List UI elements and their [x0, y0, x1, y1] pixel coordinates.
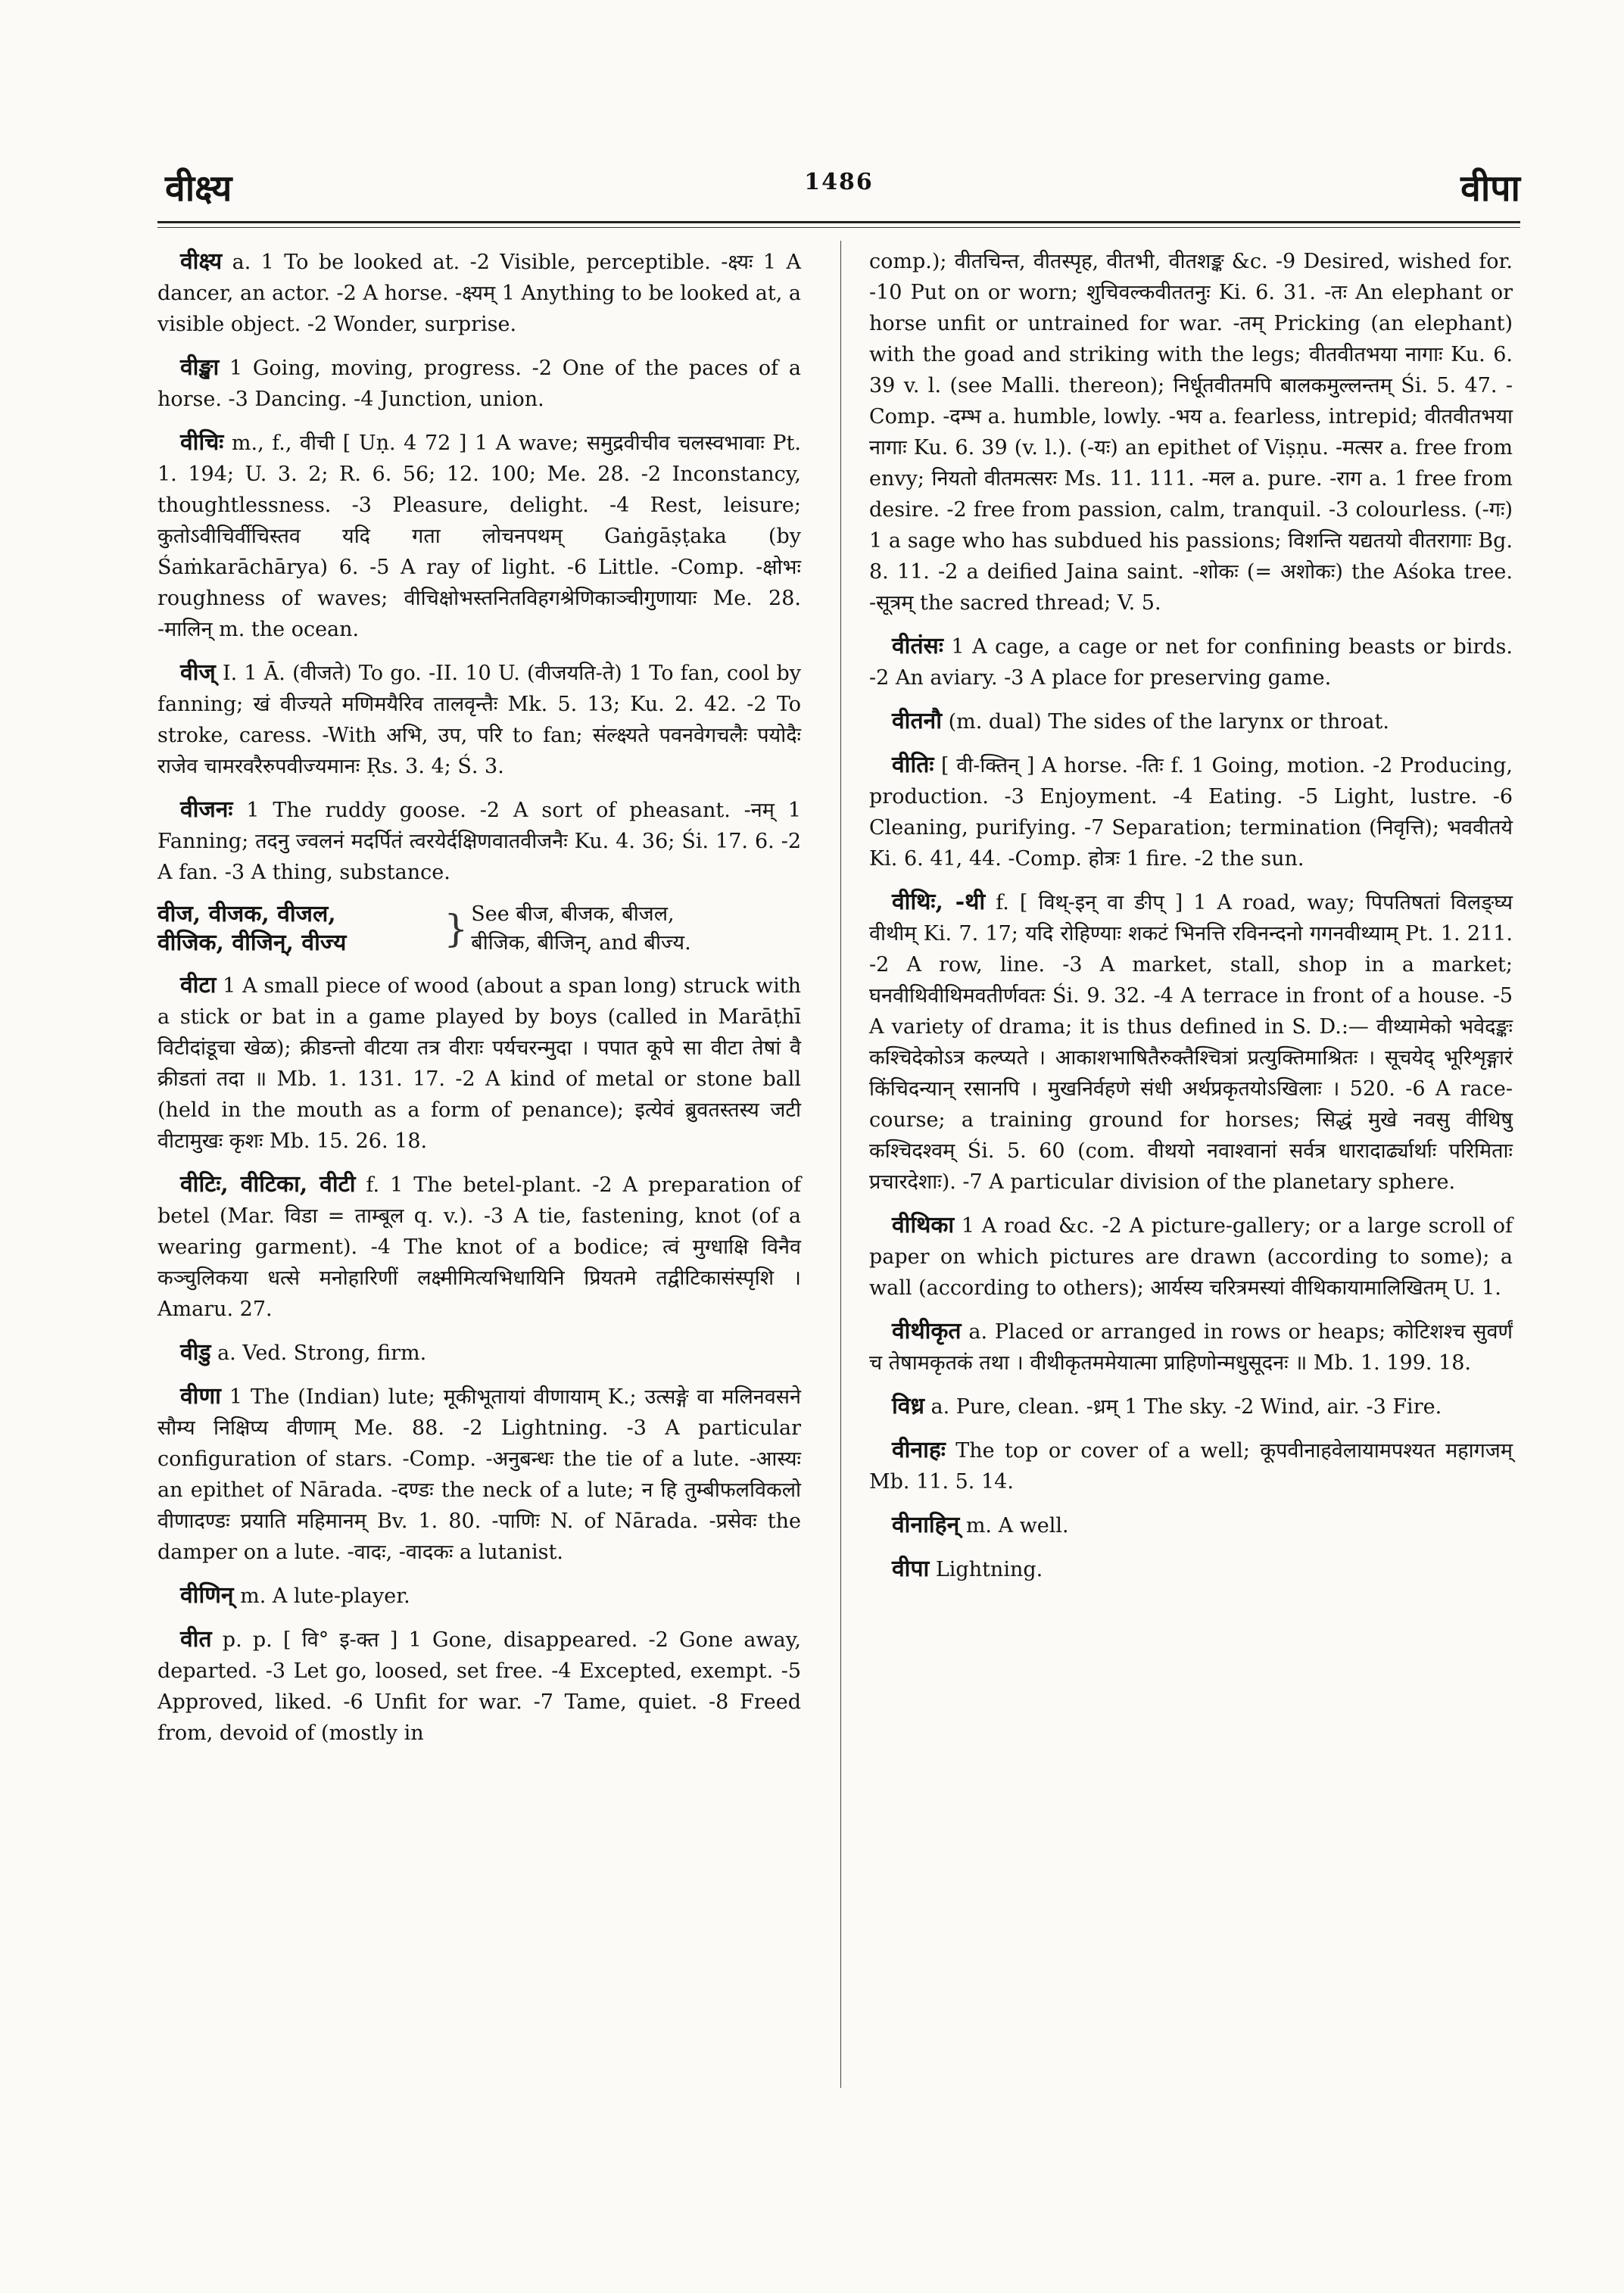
entry-headword: वीतंसः [892, 633, 943, 659]
entry-headword: वीतिः [892, 752, 934, 778]
right-column [869, 246, 1513, 1597]
entry-body: 1 Going, moving, progress. -2 One of the paces of a horse. -3 Dancing. -4 Junction, union. [157, 357, 801, 411]
entry-headword: वीज् [180, 659, 216, 686]
entry-body: comp.); वीतचिन्त, वीतस्पृह, वीतभी, वीतशङ्क &c. -9 Desired, wished for. -10 Put on or worn; शुचिवल्कवीततनुः Ki. 6. 31. -तः An elephant or horse unfit or untrained for war. -तम् Pricking (an elephant) with the goad and striking with the legs; वीतवीतभया नागाः Ku. 6. 39 v. l. (see Malli. thereon); निर्धूतवीतमपि बालकमुल्लन्तम् Śi. 5. 47. -Comp. -दम्भ a. humble, lowly. -भय a. fearless, intrepid; वीतवीतभया नागाः Ku. 6. 39 (v. l.). (-यः) an epithet of Viṣṇu. -मत्सर a. free from envy; नियतो वीतमत्सरः Ms. 11. 111. -मल a. pure. -राग a. 1 free from desire. -2 free from passion, calm, tranquil. -3 colourless. (-गः) 1 a sage who has subdued his passions; विशन्ति यद्यतयो वीतरागाः Bg. 8. 11. -2 a deified Jaina saint. -शोकः (= अशोकः) the Aśoka tree. -सूत्रम् the sacred thread; V. 5. [869, 250, 1513, 615]
entry-headword: वीथिः, -थी [892, 889, 986, 915]
xref-headwords: वीजिक, वीजिन्, वीज्य [157, 930, 347, 956]
entry-headword: विध्र [892, 1393, 924, 1419]
entry-headword: वीजनः [180, 796, 233, 823]
dictionary-entry [869, 1509, 1513, 1541]
brace-icon: } [444, 907, 469, 951]
dictionary-entry-continued [869, 246, 1513, 618]
entry-body: a. 1 To be looked at. -2 Visible, perceptible. -क्ष्यः 1 A dancer, an actor. -2 A horse. -क्ष्यम् 1 Anything to be looked at, a visible object. -2 Wonder, surprise. [157, 251, 801, 336]
page-header [157, 163, 1520, 216]
dictionary-entry [157, 1580, 801, 1612]
dictionary-entry [869, 1435, 1513, 1497]
entry-body: 1 A cage, a cage or net for confining beasts or birds. -2 An aviary. -3 A place for preserving game. [869, 635, 1513, 690]
dictionary-entry [157, 657, 801, 782]
dictionary-entry [869, 1553, 1513, 1585]
dictionary-entry [157, 352, 801, 415]
entry-headword: वीनाहिन् [892, 1512, 960, 1538]
dictionary-entry [157, 794, 801, 888]
entry-body: 1 A small piece of wood (about a span long) struck with a stick or bat in a game played by boys (called in Marāṭhī विटीदांडूचा खेळ); क्रीडन्तो वीटया तत्र वीराः पर्यचरन्मुदा । पपात कूपे सा वीटा तेषां वै क्रीडतां तदा ॥ Mb. 1. 131. 17. -2 A kind of metal or stone ball (held in the mouth as a form of penance); इत्येवं ब्रुवतस्तस्य जटी वीटामुखः कृशः Mb. 15. 26. 18. [157, 974, 801, 1153]
column-divider [840, 241, 841, 2088]
entry-headword: वीथिका [892, 1212, 955, 1238]
header-rule [157, 221, 1520, 223]
dictionary-entry [157, 1337, 801, 1369]
entry-headword: वीतनौ [892, 708, 942, 734]
entry-body: p. p. [ वि° इ-क्त ] 1 Gone, disappeared. -2 Gone away, departed. -3 Let go, loosed, set free. -4 Excepted, exempt. -5 Approved, liked. -6 Unfit for war. -7 Tame, quiet. -8 Freed from, devoid of (mostly in [157, 1628, 801, 1745]
entry-body: m., f., वीची [ Uṇ. 4 72 ] 1 A wave; समुद्रवीचीव चलस्वभावाः Pt. 1. 194; U. 3. 2; R. 6. 56; 12. 100; Me. 28. -2 Inconstancy, thoughtlessness. -3 Pleasure, delight. -4 Rest, leisure; कुतोऽवीचिर्वीचिस्तव यदि गता लोचनपथम् Gaṅgāṣṭaka (by Śaṁkarāchārya) 6. -5 A ray of light. -6 Little. -Comp. -क्षोभः roughness of waves; वीचिक्षोभस्तनितविहगश्रेणिकाञ्चीगुणायाः Me. 28. -मालिन् m. the ocean. [157, 431, 801, 641]
entry-headword: वीथीकृत [892, 1318, 962, 1344]
dictionary-entry [869, 886, 1513, 1198]
entry-body: [ वी-क्तिन् ] A horse. -तिः f. 1 Going, motion. -2 Producing, production. -3 Enjoyment. -4 Eating. -5 Light, lustre. -6 Cleaning, purifying. -7 Separation; termination (निवृत्ति); भववीतये Ki. 6. 41, 44. -Comp. होत्रः 1 fire. -2 the sun. [869, 754, 1513, 871]
entry-body: m. A well. [959, 1514, 1069, 1537]
entry-body: Lightning. [929, 1558, 1043, 1581]
entry-headword: वीचिः [180, 429, 224, 456]
entry-body: a. Pure, clean. -ध्रम् 1 The sky. -2 Wind, air. -3 Fire. [924, 1395, 1442, 1419]
entry-headword: वीक्ष्य [180, 248, 223, 275]
header-rule-thin [157, 227, 1520, 228]
entry-headword: वीत [180, 1626, 212, 1653]
entry-body: The top or cover of a well; कूपवीनाहवेलायामपश्यत महागजम् Mb. 11. 5. 14. [869, 1439, 1513, 1494]
entry-body: a. Ved. Strong, firm. [210, 1341, 427, 1365]
left-guide-word: वीक्ष्य [165, 167, 232, 210]
entry-headword: वीणिन् [180, 1582, 234, 1609]
dictionary-entry [157, 427, 801, 645]
dictionary-entry [157, 970, 801, 1157]
entry-body: m. A lute-player. [233, 1584, 410, 1608]
dictionary-entry [869, 1210, 1513, 1304]
xref-target: बीजिक, बीजिन्, and बीज्य. [471, 931, 691, 955]
dictionary-entry [157, 1381, 801, 1568]
entry-body: 1 The (Indian) lute; मूकीभूतायां वीणायाम् K.; उत्सङ्गे वा मलिनवसने सौम्य निक्षिप्य वीणाम् Me. 88. -2 Lightning. -3 A particular configuration of stars. -Comp. -अनुबन्धः the tie of a lute. -आस्यः an epithet of Nārada. -दण्डः the neck of a lute; न हि तुम्बीफलविकलो वीणादण्डः प्रयाति महिमानम् Bv. 1. 80. -पाणिः N. of Nārada. -प्रसेवः the damper on a lute. -वादः, -वादकः a lutanist. [157, 1385, 801, 1564]
page-number: 1486 [804, 169, 874, 195]
xref-headwords: वीज, वीजक, वीजल, [157, 901, 336, 927]
entry-body: I. 1 Ā. (वीजते) To go. -II. 10 U. (वीजयति-ते) 1 To fan, cool by fanning; खं वीज्यते मणिमयैरिव तालवृन्तैः Mk. 5. 13; Ku. 2. 42. -2 To stroke, caress. -With अभि, उप, परि to fan; संल्क्ष्यते पवनवेगचलैः पयोदैः राजेव चामरवरैरुपवीज्यमानः Ṛs. 3. 4; Ś. 3. [157, 662, 801, 778]
dictionary-entry [869, 1316, 1513, 1379]
entry-headword: वीनाहः [892, 1437, 946, 1463]
right-guide-word: वीपा [1460, 167, 1520, 210]
cross-reference-block [157, 900, 801, 958]
dictionary-entry [157, 1624, 801, 1749]
dictionary-entry [157, 1169, 801, 1325]
entry-headword: वीणा [180, 1383, 221, 1410]
entry-body: (m. dual) The sides of the larynx or throat. [941, 710, 1389, 734]
entry-headword: वीटिः, वीटिका, वीटी [180, 1171, 356, 1198]
dictionary-entry [869, 749, 1513, 874]
dictionary-entry [157, 246, 801, 340]
entry-headword: वीटा [180, 972, 217, 999]
entry-body: f. [ विथ्-इन् वा ङीप् ] 1 A road, way; पिपतिषतां विलङ्घ्य वीथीम् Ki. 7. 17; यदि रोहिण्याः शकटं भिनत्ति रविनन्दनो गगनवीथ्याम् Pt. 1. 211. -2 A row, line. -3 A market, stall, shop in a market; घनवीथिवीथिमवतीर्णवतः Śi. 9. 32. -4 A terrace in front of a house. -5 A variety of drama; it is thus defined in S. D.:— वीथ्यामेको भवेदङ्कः कश्चिदेकोऽत्र कल्प्यते । आकाशभाषितैरुक्तैश्चित्रां प्रत्युक्तिमाश्रितः । सूचयेद् भूरिशृङ्गारं किंचिदन्यान् रसानपि । मुखनिर्वहणे संधी अर्थप्रकृतयोऽखिलाः । 520. -6 A race-course; a training ground for horses; सिद्धं मुखे नवसु वीथिषु कश्चिदश्वम् Śi. 5. 60 (com. वीथयो नवाश्वानां सर्वत्र धारादार्ढ्यार्थाः परिमिताः प्रचारदेशाः). -7 A particular division of the planetary sphere. [869, 891, 1513, 1194]
left-column [157, 246, 801, 1761]
dictionary-entry [869, 706, 1513, 737]
entry-headword: वीङ्खा [180, 354, 220, 381]
entry-body: 1 A road &c. -2 A picture-gallery; or a large scroll of paper on which pictures are drawn (according to some); a wall (according to others); आर्यस्य चरित्रमस्यां वीथिकायामालिखितम् U. 1. [869, 1214, 1513, 1300]
dictionary-entry [869, 1391, 1513, 1422]
entry-body: 1 The ruddy goose. -2 A sort of pheasant. -नम् 1 Fanning; तदनु ज्वलनं मदर्पितं त्वरयेर्दक्षिणवातवीजनैः Ku. 4. 36; Śi. 17. 6. -2 A fan. -3 A thing, substance. [157, 799, 801, 884]
entry-headword: वीपा [892, 1556, 930, 1582]
dictionary-entry [869, 631, 1513, 693]
xref-target: See बीज, बीजक, बीजल, [471, 902, 675, 926]
entry-headword: वीडु [180, 1339, 211, 1366]
entry-body: a. Placed or arranged in rows or heaps; कोटिशश्च सुवर्णं च तेषामकृतकं तथा । वीथीकृतममेयात्मा प्राहिणोन्मधुसूदनः ॥ Mb. 1. 199. 18. [869, 1320, 1513, 1375]
entry-body: f. 1 The betel-plant. -2 A preparation of betel (Mar. विडा = ताम्बूल q. v.). -3 A tie, fastening, knot (of a wearing garment). -4 The knot of a bodice; त्वं मुग्धाक्षि विनैव कञ्चुलिकया धत्से मनोहारिणीं लक्ष्मीमित्यभिधायिनि प्रियतमे तद्वीटिकासंस्पृशि । Amaru. 27. [157, 1173, 801, 1321]
